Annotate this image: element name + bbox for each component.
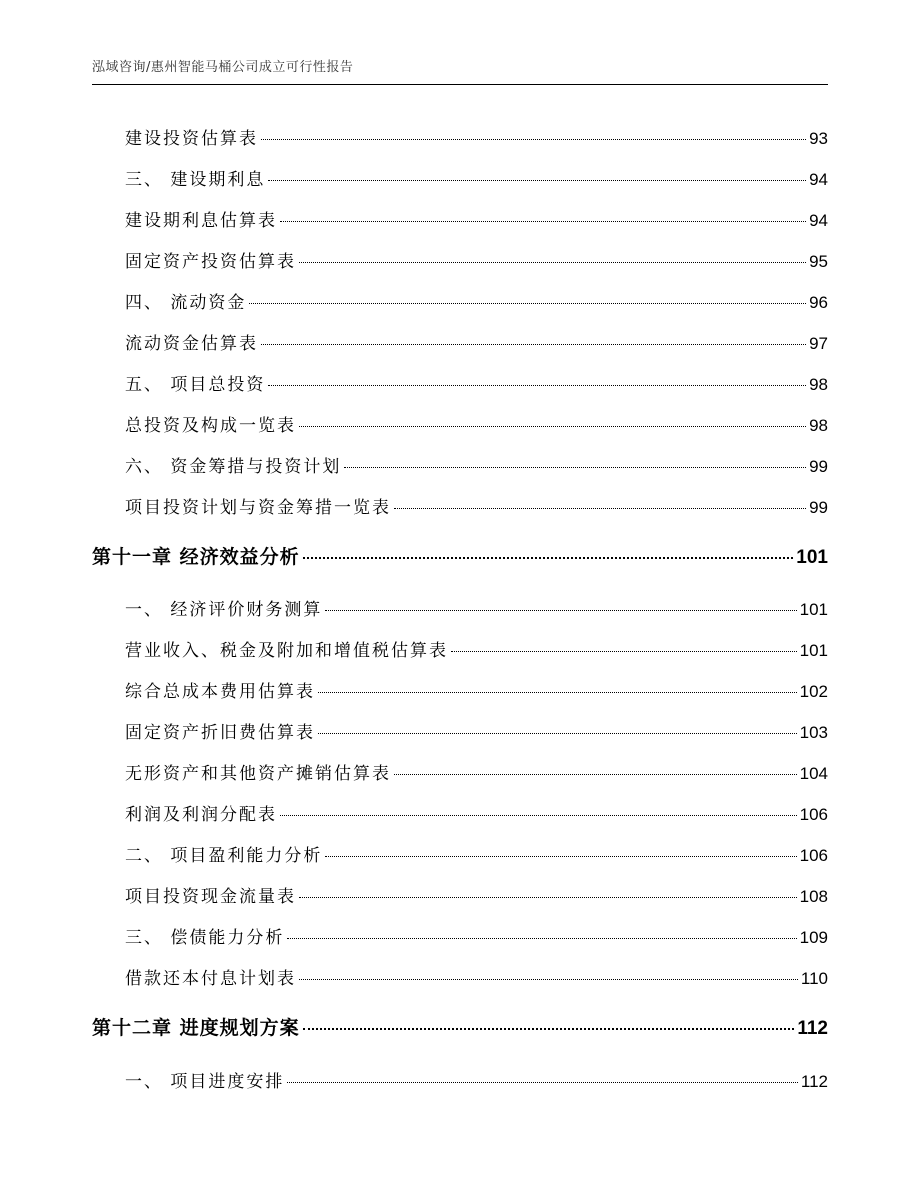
toc-entry[interactable] (125, 1067, 828, 1092)
toc-entry-title: 流动资金估算表 (125, 334, 258, 354)
dot-leader (318, 733, 797, 734)
dot-leader (287, 1082, 797, 1083)
toc-entry-title: 利润及利润分配表 (125, 805, 277, 825)
toc-entry[interactable] (125, 677, 828, 702)
toc-entry-title: 总投资及构成一览表 (125, 416, 296, 436)
dot-leader (451, 651, 797, 652)
toc-entry[interactable] (125, 964, 828, 989)
toc-entry-page: 102 (799, 682, 828, 701)
toc-entry-page: 108 (799, 887, 828, 906)
toc-entry-page: 99 (809, 457, 828, 476)
toc-chapter-entry[interactable] (92, 1013, 828, 1040)
toc-entry-page: 95 (809, 252, 828, 271)
toc-entry-page: 112 (797, 1018, 828, 1039)
toc-entry[interactable] (125, 841, 828, 866)
toc-entry[interactable] (125, 124, 828, 149)
toc-entry[interactable] (125, 636, 828, 661)
toc-entry-title: 一、 经济评价财务测算 (125, 600, 323, 620)
toc-entry-title: 三、 偿债能力分析 (125, 928, 285, 948)
toc-entry-title: 项目投资现金流量表 (125, 887, 296, 907)
toc-entry[interactable] (125, 370, 828, 395)
toc-entry-page: 110 (800, 969, 828, 988)
toc-entry-page: 98 (809, 416, 828, 435)
toc-entry-title: 一、 项目进度安排 (125, 1072, 285, 1092)
toc-entry[interactable] (125, 329, 828, 354)
toc-entry[interactable] (125, 882, 828, 907)
toc-entry[interactable] (125, 923, 828, 948)
toc-entry-page: 106 (799, 846, 828, 865)
toc-entry-page: 93 (809, 129, 828, 148)
toc-entry-page: 103 (799, 723, 828, 742)
toc-entry-title: 四、 流动资金 (125, 293, 247, 313)
toc-entry-title: 无形资产和其他资产摊销估算表 (125, 764, 391, 784)
toc-entry[interactable] (125, 493, 828, 518)
toc-entry-page: 96 (809, 293, 828, 312)
dot-leader (287, 938, 796, 939)
toc-entry[interactable] (125, 452, 828, 477)
toc-entry[interactable] (125, 718, 828, 743)
dot-leader (299, 262, 806, 263)
toc-entry-page: 101 (796, 547, 828, 568)
toc-entry-title: 建设期利息估算表 (125, 211, 277, 231)
dot-leader (249, 303, 806, 304)
dot-leader (280, 815, 797, 816)
dot-leader (280, 221, 806, 222)
toc-entry[interactable] (125, 411, 828, 436)
toc-entry-page: 101 (799, 641, 828, 660)
toc-entry-title: 综合总成本费用估算表 (125, 682, 315, 702)
toc-entry-title: 项目投资计划与资金筹措一览表 (125, 498, 391, 518)
toc-entry-page: 112 (800, 1072, 828, 1091)
dot-leader (261, 344, 806, 345)
dot-leader (268, 385, 806, 386)
toc-entry-page: 106 (799, 805, 828, 824)
dot-leader (261, 139, 806, 140)
toc-entry-page: 94 (809, 211, 828, 230)
toc-entry[interactable] (125, 165, 828, 190)
toc-chapter-entry[interactable] (92, 542, 828, 569)
dot-leader (394, 774, 797, 775)
toc-entry[interactable] (125, 288, 828, 313)
toc-entry-title: 建设投资估算表 (125, 129, 258, 149)
toc-entry[interactable] (125, 800, 828, 825)
dot-leader (303, 1028, 795, 1030)
dot-leader (325, 610, 796, 611)
toc-entry-title: 固定资产折旧费估算表 (125, 723, 315, 743)
dot-leader (318, 692, 797, 693)
dot-leader (299, 426, 806, 427)
dot-leader (325, 856, 796, 857)
toc-entry-title: 第十一章 经济效益分析 (92, 546, 300, 568)
dot-leader (268, 180, 806, 181)
toc-entry[interactable] (125, 206, 828, 231)
toc-entry[interactable] (125, 247, 828, 272)
toc-entry-page: 97 (809, 334, 828, 353)
toc-entry-title: 固定资产投资估算表 (125, 252, 296, 272)
toc-entry-title: 六、 资金筹措与投资计划 (125, 457, 342, 477)
dot-leader (303, 557, 794, 559)
toc-entry-page: 101 (799, 600, 828, 619)
toc-entry-title: 第十二章 进度规划方案 (92, 1017, 300, 1039)
toc-entry-title: 三、 建设期利息 (125, 170, 266, 190)
toc-entry-title: 借款还本付息计划表 (125, 969, 296, 989)
toc-entry-page: 109 (799, 928, 828, 947)
toc-entry[interactable] (125, 759, 828, 784)
dot-leader (299, 979, 798, 980)
toc-entry-title: 五、 项目总投资 (125, 375, 266, 395)
page-header: 泓域咨询/惠州智能马桶公司成立可行性报告 (92, 56, 828, 85)
toc-entry-page: 98 (809, 375, 828, 394)
dot-leader (344, 467, 806, 468)
toc-entry-title: 二、 项目盈利能力分析 (125, 846, 323, 866)
toc-entry[interactable] (125, 595, 828, 620)
toc-entry-page: 99 (809, 498, 828, 517)
toc-entry-page: 94 (809, 170, 828, 189)
toc-entry-title: 营业收入、税金及附加和增值税估算表 (125, 641, 448, 661)
toc-entry-page: 104 (799, 764, 828, 783)
dot-leader (394, 508, 806, 509)
dot-leader (299, 897, 797, 898)
